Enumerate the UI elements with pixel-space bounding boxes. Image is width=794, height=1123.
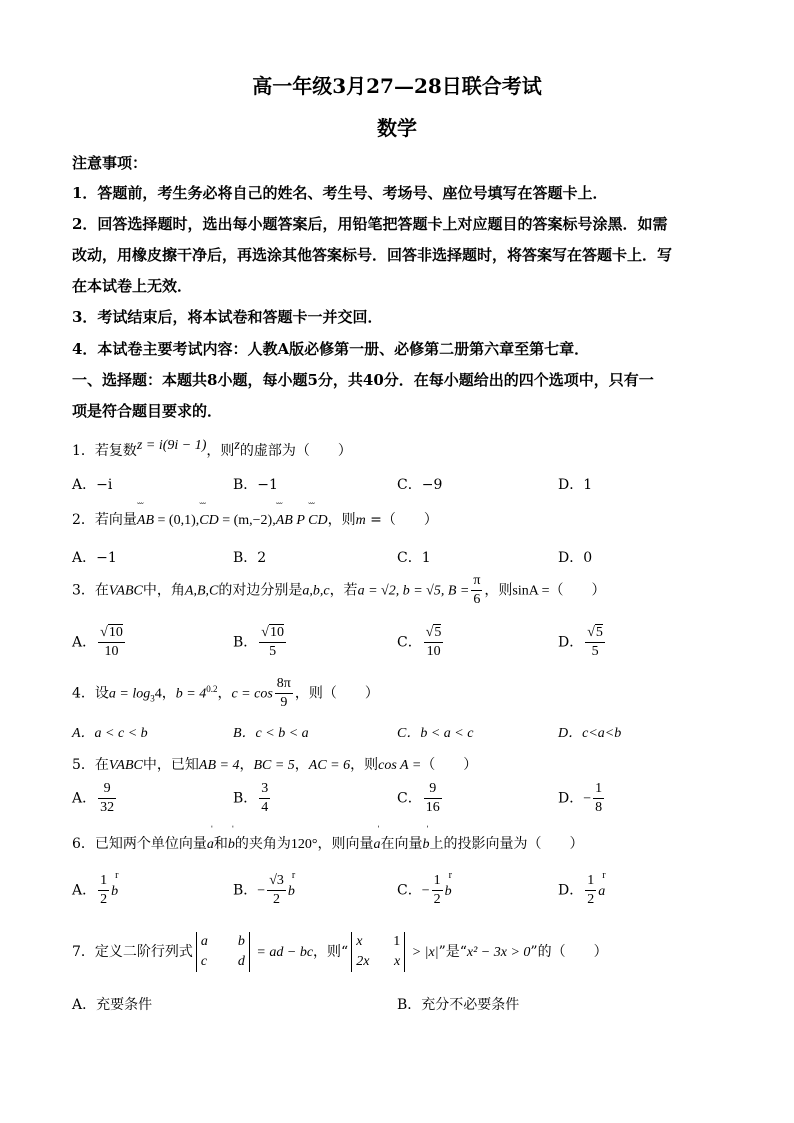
notice-item-2-cont: 改动，用橡皮擦干净后，再选涂其他答案标号．回答非选择题时，将答案写在答题卡上．写 [72,246,673,264]
q7-determinant-expr: x 1 2x x [351,932,405,972]
notice-heading: 注意事项： [72,154,148,172]
q4-option-c: C．b < a < c [397,726,474,741]
question-4: 4．设$a = \log_34$，$b = 4^{0.2}$，c = cos $\frac{8\pi}{9}$ ，则（ ） [72,676,379,710]
q7-determinant-def: a b c d [196,932,250,972]
q2-option-a: A．−1 [72,550,117,566]
notice-item-2-end: 在本试卷上无效． [72,277,193,295]
q3-option-d: D． $\frac{√5}{5}$ [558,625,603,659]
q1-option-d: D．1 [558,477,593,493]
q3-option-a: A． $\frac{√10}{10}$ [72,625,123,659]
q6-option-a: A． $\frac{1}{2}$ r b [72,872,118,909]
q4-option-a: A．a < c < b [72,726,148,741]
q5-option-b: B． $\frac{3}{4}$ [233,781,269,815]
q1-option-a: A．−i [72,477,113,493]
q1-expression: z = i(9i − 1) [136,438,207,453]
notice-item-1: 1．答题前，考生务必将自己的姓名、考生号、考场号、座位号填写在答题卡上． [72,184,608,202]
q2-option-b: B．2 [233,550,267,566]
question-3: 3．在VABC中，角A,B,C的对边分别是a,b,c，若a = √2, b = √5, B = $\frac{\pi}{6}$ ，则sinA =（ ） [72,573,606,607]
q1-option-c: C．−9 [397,477,443,493]
q6-option-b: B．− $\frac{√3}{2}$ r b [233,872,295,909]
notice-item-2: 2．回答选择题时，选出每小题答案后，用铅笔把答题卡上对应题目的答案标号涂黑．如需 [72,215,668,233]
subject-title: 数学 [377,116,417,140]
question-7: 7．定义二阶行列式 a b c d = ad − bc，则“ x 1 2x x > |x|”是“x² − 3x > 0”的（ ） [72,932,608,972]
section-1-heading: 一、选择题：本题共8小题，每小题5分，共40分．在每小题给出的四个选项中，只有一 [72,371,654,389]
q2-option-d: D．0 [558,550,593,566]
q3-option-b: B． $\frac{√10}{5}$ [233,625,284,659]
q5-option-c: C． $\frac{9}{16}$ [397,781,440,815]
q1-option-b: B．−1 [233,477,278,493]
question-2: 2．若向量˘˘˘ AB = (0,1),˘˘˘ CD = (m,−2),˘˘˘ AB P ˘˘˘ CD，则m =（ ） [72,509,438,529]
q6-option-c: C．− $\frac{1}{2}$ r b [397,872,452,909]
q5-option-a: A． $\frac{9}{32}$ [72,781,115,815]
q7-option-b: B．充分不必要条件 [397,997,520,1013]
q6-option-d: D． $\frac{1}{2}$ r a [558,872,605,909]
question-6: 6．已知两个单位向量ˈ a和ˈ b的夹角为120°，则向量ˈ a在向量ˈ b上的投影向量为（ ） [72,833,584,853]
notice-item-4: 4．本试卷主要考试内容：人教A版必修第一册、必修第二册第六章至第七章． [72,340,590,358]
q7-option-a: A．充要条件 [72,997,153,1013]
section-1-heading-cont: 项是符合题目要求的． [72,402,223,420]
q4-option-b: B．c < b < a [233,726,309,741]
page-title: 高一年级3月27—28日联合考试 [252,74,542,98]
q5-option-d: D．− $\frac{1}{8}$ [558,781,603,815]
question-5: 5．在VABC中，已知AB = 4，BC = 5，AC = 6，则cos A =（ ） [72,757,478,773]
question-1: 1．若复数z = i(9i − 1)，则z的虚部为（ ） [72,438,352,459]
q4-option-d: D．c<a<b [558,726,622,741]
notice-item-3: 3．考试结束后，将本试卷和答题卡一并交回． [72,308,383,326]
q3-option-c: C． $\frac{√5}{10}$ [397,625,442,659]
q2-option-c: C．1 [397,550,431,566]
